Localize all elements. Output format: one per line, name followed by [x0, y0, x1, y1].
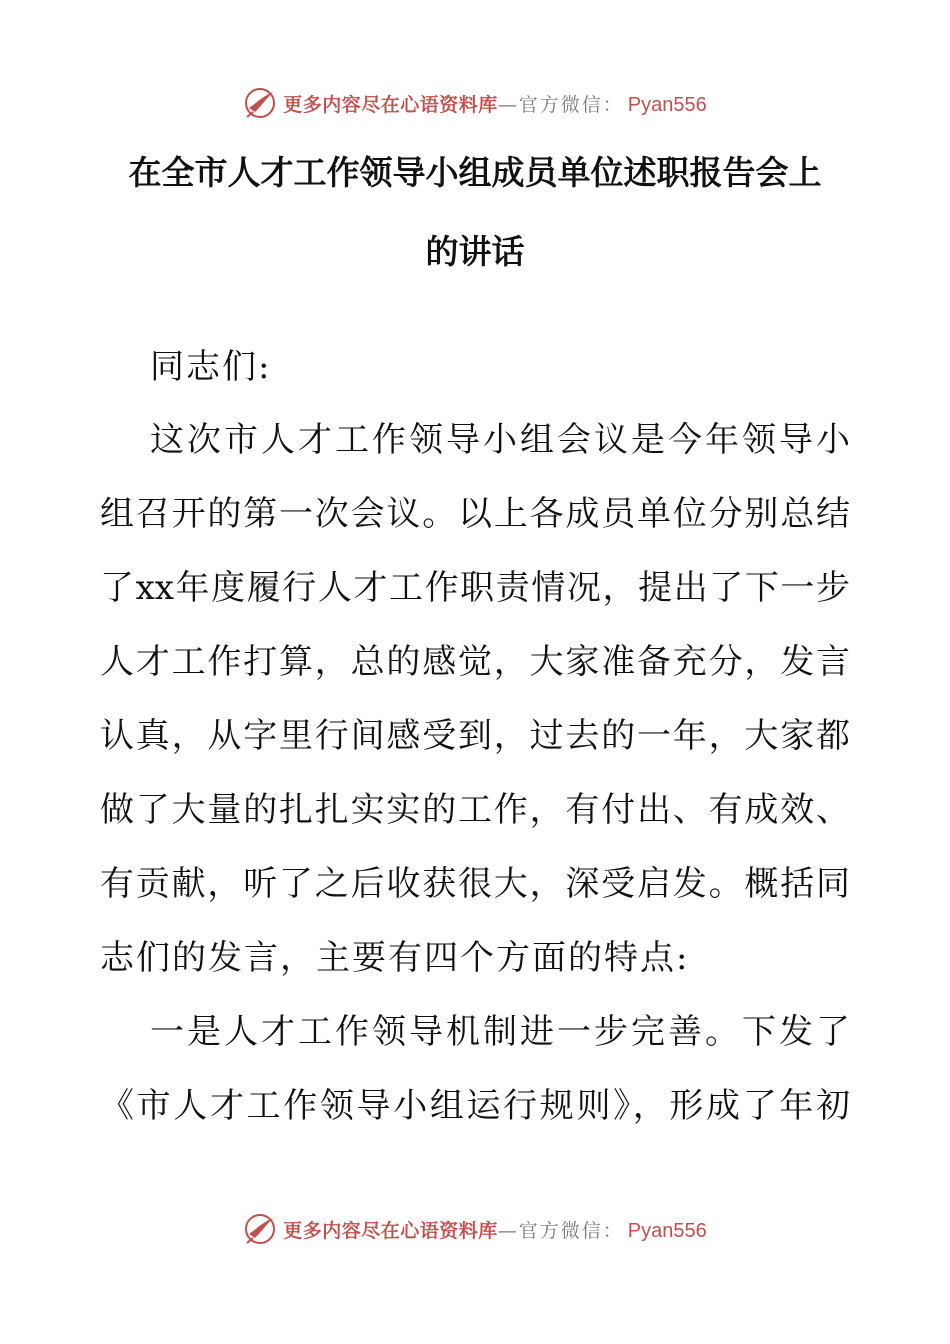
body-line: 一是人才工作领导机制进一步完善。下发了: [150, 1012, 850, 1052]
greeting: 同志们:: [150, 347, 272, 387]
header-watermark: [0, 78, 950, 128]
watermark-wechat-id: Pyan556: [627, 1219, 707, 1242]
body-line: 《市人才工作领导小组运行规则》，形成了年初: [100, 1086, 850, 1126]
body-line: 做了大量的扎扎实实的工作，有付出、有成效、: [100, 790, 850, 830]
body-line: 有贡献，听了之后收获很大，深受启发。概括同: [100, 864, 850, 904]
watermark-official-label: —官方微信：: [497, 93, 624, 116]
body-line: 组召开的第一次会议。以上各成员单位分别总结: [100, 494, 850, 534]
body-line: 志们的发言，主要有四个方面的特点:: [100, 938, 690, 978]
watermark-brand: 更多内容尽在心语资料库: [283, 1219, 498, 1242]
watermark-brand: 更多内容尽在心语资料库: [283, 93, 498, 116]
body-line: 这次市人才工作领导小组会议是今年领导小: [150, 420, 850, 460]
body-line: 认真，从字里行间感受到，过去的一年，大家都: [100, 716, 850, 756]
document-title-line-1: 在全市人才工作领导小组成员单位述职报告会上: [128, 153, 822, 192]
quill-pen-circle-icon: [243, 1212, 277, 1246]
body-line: 人才工作打算，总的感觉，大家准备充分，发言: [100, 642, 850, 682]
footer-watermark: [0, 1204, 950, 1254]
body-line: 了xx年度履行人才工作职责情况，提出了下一步: [100, 568, 850, 608]
watermark-wechat-id: Pyan556: [627, 93, 707, 116]
watermark-official-label: —官方微信：: [497, 1219, 624, 1242]
document-title-line-2: 的讲话: [425, 232, 525, 271]
quill-pen-circle-icon: [243, 86, 277, 120]
